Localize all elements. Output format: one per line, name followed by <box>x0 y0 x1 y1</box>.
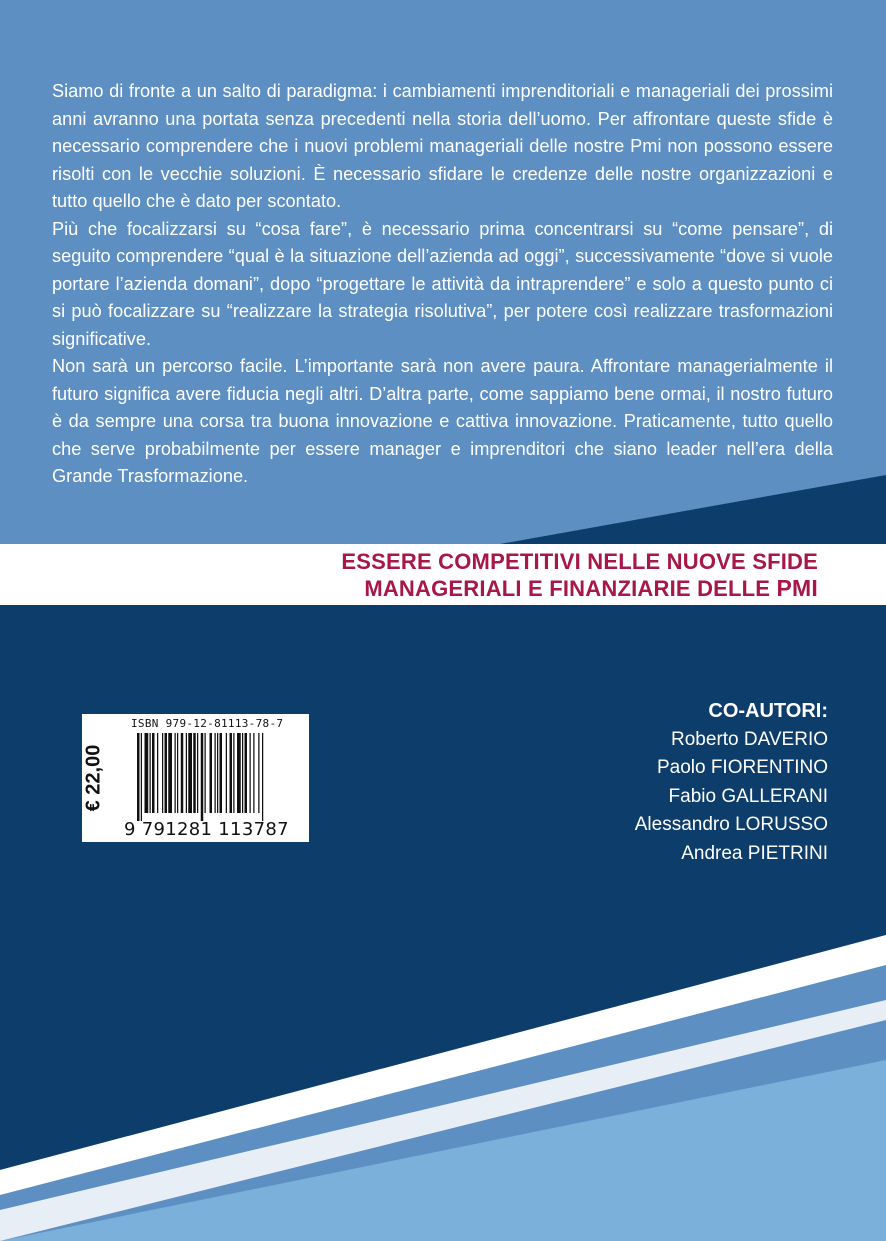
barcode-bar <box>242 733 243 813</box>
author-name: Roberto DAVERIO <box>671 728 828 750</box>
barcode-bar <box>217 733 218 813</box>
barcode-bars <box>137 733 303 821</box>
author-name: Fabio GALLERANI <box>668 785 828 807</box>
blurb-paragraph-3: Non sarà un percorso facile. L’importante sarà non avere paura. Affrontare managerialmente il futuro significa avere fiducia negli altri. D’altra parte, come sappiamo bene ormai, il nostro futuro è da sempre una corsa tra buona innovazione e cattiva innovazione. Praticamente, tutto quello che serve probabilmente per essere manager e imprenditori che siano leader nell’era della Grande Trasformazione. <box>52 356 833 486</box>
author-name: Alessandro LORUSSO <box>634 814 828 835</box>
barcode-bar <box>201 733 204 821</box>
barcode-bar <box>230 733 233 813</box>
author-name: Paolo FIORENTINO <box>656 757 828 778</box>
subtitle-line-1: ESSERE COMPETITIVI NELLE NUOVE SFIDE <box>341 549 818 574</box>
barcode-bar <box>250 733 251 813</box>
barcode-bar <box>168 733 172 813</box>
isbn-digits: 9 791281 113787 <box>124 819 289 840</box>
barcode-bar <box>181 733 184 813</box>
barcode-bar <box>233 733 234 813</box>
barcode-bar <box>177 733 178 813</box>
co-authors-heading: CO-AUTORI: <box>708 700 828 722</box>
blurb-paragraph-2: Più che focalizzarsi su “cosa fare”, è necessario prima concentrarsi su “come pensare”, di seguito comprendere “qual è la situazione dell’azienda ad oggi”, successivamente “dove si vuole portare l’azienda domani”, dopo “progettare le attività da intraprendere” e solo a questo punto ci si può focalizzare su “realizzare la strategia risolutiva”, per potere così realizzare trasformazioni significative. <box>52 218 833 349</box>
barcode-bar <box>205 733 206 813</box>
author-name: Andrea PIETRINI <box>681 842 828 864</box>
barcode-bar <box>253 733 254 813</box>
barcode-bar <box>262 733 263 821</box>
barcode-bar <box>245 733 248 813</box>
barcode-bar <box>220 733 223 813</box>
barcode-bar <box>145 733 149 813</box>
back-cover-blurb <box>52 78 833 491</box>
barcode-bar <box>157 733 158 813</box>
barcode-bar <box>210 733 213 813</box>
subtitle-pmi-emphasis: PMI <box>776 575 818 601</box>
barcode-bar <box>141 733 142 821</box>
barcode-bar <box>193 733 196 813</box>
barcode-bar <box>237 733 241 813</box>
barcode-bar <box>188 733 192 813</box>
barcode-bar <box>165 733 168 813</box>
barcode-bar <box>215 733 216 813</box>
barcode-bar <box>226 733 227 813</box>
price-label: € 22,00 <box>82 744 105 812</box>
barcode-bar <box>152 733 155 813</box>
subtitle-banner <box>0 544 886 605</box>
isbn-label: ISBN 979-12-81113-78-7 <box>131 717 284 730</box>
barcode-bar <box>150 733 151 813</box>
subtitle-line-2-prefix: MANAGERIALI E FINANZIARIE DELLE <box>364 576 771 601</box>
co-authors-block <box>635 697 828 868</box>
barcode-bar <box>186 733 187 813</box>
barcode-bar <box>137 733 140 821</box>
subtitle-line-2 <box>341 575 818 602</box>
barcode-bar <box>162 733 163 813</box>
barcode-bar <box>175 733 176 813</box>
subtitle-text <box>341 549 818 602</box>
barcode-bar <box>197 733 198 813</box>
blurb-paragraph-1: Siamo di fronte a un salto di paradigma: i cambiamenti imprenditoriali e manageriali dei prossimi anni avranno una portata senza precedenti nella storia dell’uomo. Per affrontare queste sfide è necessario comprendere che i nuovi problemi manageriali delle nostre Pmi non possono essere risolti con le vecchie soluzioni. È necessario sfidare le credenze delle nostre organizzazioni e tutto quello che è dato per scontato. <box>52 81 833 211</box>
barcode-bar <box>258 733 259 813</box>
